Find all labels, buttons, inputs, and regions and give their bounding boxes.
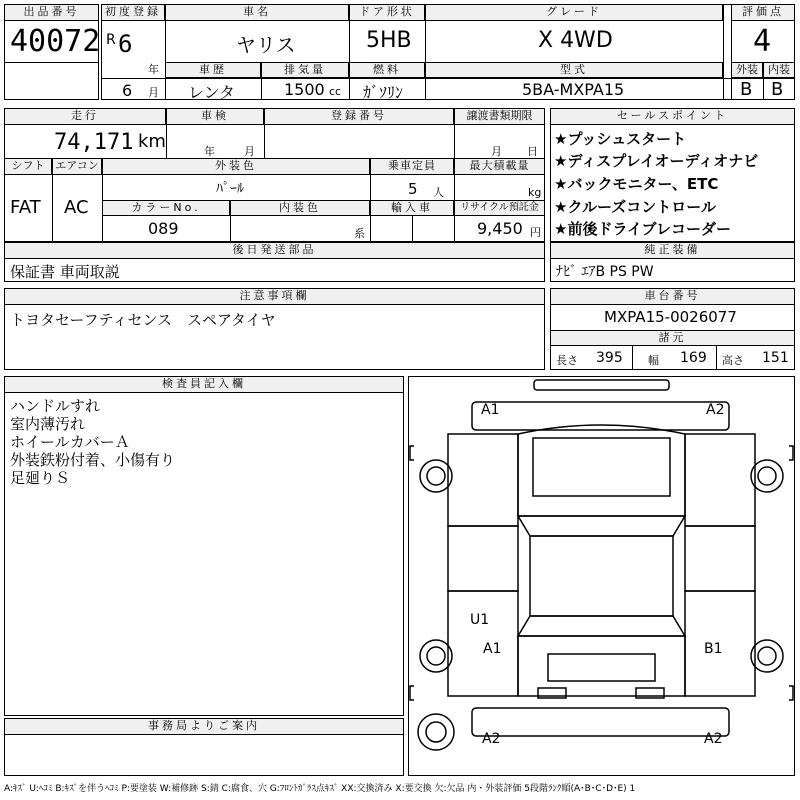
inspector-line: 外装鉄粉付着、小傷有り (10, 451, 176, 469)
fuel-label: 燃料 (349, 62, 425, 78)
air-conditioner: AC (64, 197, 89, 218)
car-diagram (408, 376, 795, 776)
later-parts: 保証書 車両取説 (10, 263, 120, 281)
genuine-equipment: ﾅﾋﾞ ｴｱB PS PW (556, 264, 654, 280)
mileage: 74,171 (54, 130, 134, 155)
displacement-label: 排気量 (261, 62, 349, 78)
sales-points-label: セールスポイント (550, 108, 795, 125)
reg-year: 6 (118, 30, 133, 58)
mark-front-right: A2 (706, 402, 725, 418)
sales-point: ★前後ドライブレコーダー (554, 220, 731, 238)
model-code: 5BA-MXPA15 (522, 80, 625, 99)
mark-rear-left: A2 (482, 731, 501, 747)
vehicle-history: レンタ (188, 83, 235, 102)
grade: X 4WD (538, 28, 613, 53)
recycle-label: リサイクル預託金 (454, 200, 545, 216)
sales-point: ★プッシュスタート (554, 130, 687, 148)
inspector-label: 検査員記入欄 (4, 376, 404, 393)
length: 395 (596, 350, 623, 366)
office-label: 事務局よりご案内 (4, 718, 404, 735)
sales-point: ★クルーズコントロール (554, 198, 716, 216)
model-label: 型式 (425, 62, 723, 78)
month-unit: 月 (148, 86, 159, 99)
interior-grade: B (771, 79, 784, 100)
grade-label: グレード (425, 4, 723, 21)
inspector-line: 足廻りＳ (10, 469, 71, 487)
mark-front-left: A1 (481, 402, 500, 418)
genuine-equipment-label: 純正装備 (550, 242, 795, 259)
mileage-label: 走行 (4, 108, 166, 125)
inspection-label: 車検 (166, 108, 264, 125)
shift: FAT (10, 197, 41, 218)
ac-label: エアコン (52, 158, 102, 175)
sales-point: ★ディスプレイオーディオナビ (554, 152, 759, 170)
history-label: 車歴 (165, 62, 261, 78)
later-parts-label: 後日発送部品 (4, 242, 545, 259)
score-label: 評価点 (731, 4, 795, 21)
inspector-line: 室内薄汚れ (10, 415, 86, 433)
car-name: ヤリス (236, 33, 296, 57)
exterior-grade: B (740, 79, 753, 100)
inspection-year-unit: 年 (204, 145, 215, 158)
interior-color-label: 内装色 (230, 200, 370, 216)
transfer-deadline-label: 譲渡書類期限 (454, 108, 545, 125)
import-label: 輸入車 (370, 200, 454, 216)
inspection-month-unit: 月 (244, 145, 255, 158)
recycle-unit: 円 (530, 226, 541, 239)
first-registration-label: 初度登録 (101, 4, 165, 21)
interior-color-unit: 系 (354, 227, 365, 240)
sales-point: ★バックモニター、ETC (554, 175, 719, 193)
legend: A:ｷｽﾞ U:ﾍｺﾐ B:ｷｽﾞを伴うﾍｺﾐ P:要塗装 W:補修跡 S:錆 C:腐食、穴 G:ﾌﾛﾝﾄｶﾞﾗｽ点ｷｽﾞ XX:交換済み X:要交換 欠:欠品 内・外装評価 5段階ﾗﾝｸ順(A･B･C･D･E) 1 (4, 784, 636, 794)
displacement-unit: cc (329, 85, 342, 98)
interior-label: 内装 (763, 62, 795, 78)
car-name-label: 車名 (165, 4, 349, 21)
transfer-month-unit: 月 (491, 145, 502, 158)
height: 151 (762, 350, 789, 366)
fuel: ｶﾞｿﾘﾝ (363, 83, 404, 102)
year-unit: 年 (148, 63, 159, 76)
length-label: 長さ (556, 354, 578, 367)
max-load-label: 最大積載量 (454, 158, 545, 175)
width-label: 幅 (648, 354, 659, 367)
color-no-label: カラーNo. (102, 200, 230, 216)
era: R (106, 32, 116, 48)
lot-number: 40072 (10, 24, 101, 59)
capacity-label: 乗車定員 (370, 158, 454, 175)
inspector-line: ハンドルすれ (10, 397, 101, 415)
details-grid (4, 108, 545, 242)
exterior-label: 外装 (731, 62, 763, 78)
door-label: ドア形状 (349, 4, 425, 21)
width: 169 (680, 350, 707, 366)
dimensions-label: 諸元 (550, 330, 795, 346)
notes-text: トヨタセーフティセンス スペアタイヤ (10, 311, 276, 329)
recycle-fee: 9,450 (477, 219, 523, 238)
transfer-day-unit: 日 (527, 145, 538, 158)
mark-right-b1: B1 (704, 641, 723, 657)
exterior-color: ﾊﾟｰﾙ (216, 181, 244, 197)
reg-month: 6 (122, 81, 133, 100)
door-shape: 5HB (366, 28, 412, 53)
shift-label: シフト (4, 158, 52, 175)
registration-no-label: 登録番号 (264, 108, 454, 125)
displacement: 1500 (284, 80, 325, 99)
capacity: 5 (408, 180, 418, 198)
load-unit: kg (528, 186, 542, 199)
color-no: 089 (148, 219, 179, 238)
mark-left-a1: A1 (483, 641, 502, 657)
height-label: 高さ (722, 354, 744, 367)
lot-number-label: 出品番号 (4, 4, 99, 21)
exterior-color-label: 外装色 (102, 158, 370, 175)
chassis-number: MXPA15-0026077 (604, 308, 737, 326)
score: 4 (753, 24, 772, 59)
mileage-unit: km (138, 131, 166, 152)
notes-label: 注意事項欄 (4, 288, 545, 305)
mark-u1: U1 (470, 612, 490, 628)
inspector-line: ホイールカバーＡ (10, 433, 130, 451)
chassis-label: 車台番号 (550, 288, 795, 305)
capacity-unit: 人 (433, 186, 444, 199)
mark-rear-right: A2 (704, 731, 723, 747)
